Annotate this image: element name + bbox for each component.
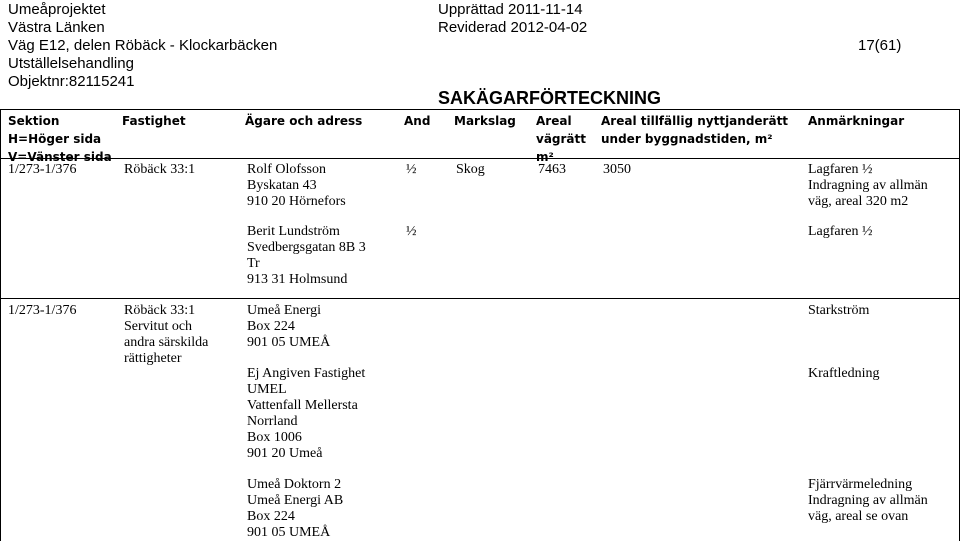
row3-sektion: 1/273-1/376 (8, 303, 77, 318)
col-areal-tillfallig: Areal tillfällig nyttjanderätt under byggnadstiden, m² (601, 114, 789, 146)
row1-areal: 7463 (538, 162, 566, 177)
document-title: SAKÄGARFÖRTECKNING (438, 88, 661, 108)
col-agare: Ägare och adress (245, 114, 363, 128)
row3-anm-fjarrvarme: Fjärrvärmeledning Indragning av allmän väg, areal se ovan (808, 477, 928, 524)
col-sektion: Sektion H=Höger sida V=Vänster sida (8, 114, 112, 164)
road-name: Väg E12, delen Röbäck - Klockarbäcken (8, 37, 278, 54)
col-areal: Areal vägrätt m² (536, 114, 586, 164)
row3-anm-kraftledning: Kraftledning (808, 366, 880, 381)
row1-tillfallig: 3050 (603, 162, 631, 177)
row3-owner1: Umeå Energi Box 224 901 05 UMEÅ (247, 303, 331, 350)
page-number: 17(61) (858, 37, 902, 54)
col-fastighet: Fastighet (122, 114, 186, 128)
network-name: Västra Länken (8, 19, 105, 36)
row2-agare: Berit Lundström Svedbergsgatan 8B 3 Tr 913 31 Holmsund (247, 224, 366, 287)
row3-owner3: Umeå Doktorn 2 Umeå Energi AB Box 224 901 05 UMEÅ (247, 477, 344, 540)
row2-anmarkningar: Lagfaren ½ (808, 224, 873, 239)
table-top-border (0, 109, 960, 110)
row1-and: ½ (406, 162, 417, 177)
row2-and: ½ (406, 224, 417, 239)
row3-fastighet: Röbäck 33:1 Servitut och andra särskilda rättigheter (124, 303, 209, 366)
row1-fastighet: Röbäck 33:1 (124, 162, 196, 177)
table-left-border (0, 109, 1, 541)
col-markslag: Markslag (454, 114, 516, 128)
handling-type: Utställelsehandling (8, 55, 134, 72)
project-name: Umeåprojektet (8, 1, 106, 18)
row3-anm-starkstrom: Starkström (808, 303, 870, 318)
row1-markslag: Skog (456, 162, 485, 177)
row3-owner2: Ej Angiven Fastighet UMEL Vattenfall Mellersta Norrland Box 1006 901 20 Umeå (247, 366, 366, 461)
row1-agare: Rolf Olofsson Byskatan 43 910 20 Hörnefors (247, 162, 346, 209)
object-number: Objektnr:82115241 (8, 73, 135, 90)
row1-anmarkningar: Lagfaren ½ Indragning av allmän väg, areal 320 m2 (808, 162, 928, 209)
row1-sektion: 1/273-1/376 (8, 162, 77, 177)
col-and: And (404, 114, 431, 128)
row-separator (0, 298, 960, 299)
revised-date: Reviderad 2012-04-02 (438, 19, 588, 36)
col-anmarkningar: Anmärkningar (808, 114, 905, 128)
created-date: Upprättad 2011-11-14 (438, 1, 583, 18)
header-bottom-border (0, 158, 960, 159)
